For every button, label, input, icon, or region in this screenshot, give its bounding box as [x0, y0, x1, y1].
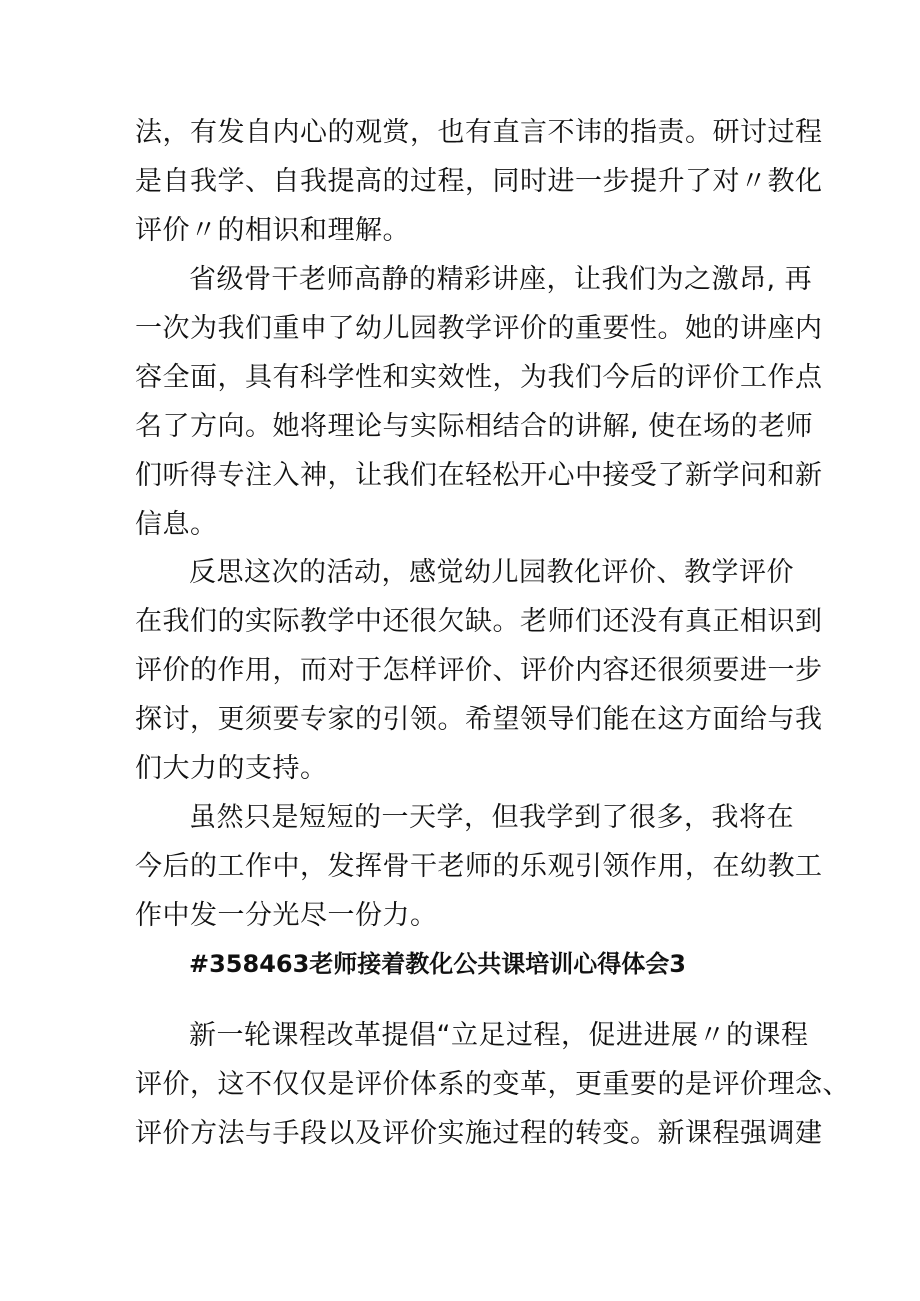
paragraph-2-line-6: 信息。: [135, 509, 218, 540]
final-paragraph-line-1: 新一轮课程改革提倡“立足过程，促进进展〃的课程: [189, 1020, 809, 1051]
paragraph-1-line-3: 评价〃的相识和理解。: [135, 215, 410, 246]
paragraph-3-line-2: 在我们的实际教学中还很欠缺。老师们还没有真正相识到: [135, 606, 823, 637]
paragraph-3-line-1: 反思这次的活动，感觉幼儿园教化评价、教学评价: [189, 557, 794, 588]
paragraph-4-line-2: 今后的工作中，发挥骨干老师的乐观引领作用，在幼教工: [135, 851, 823, 882]
final-paragraph-line-2: 评价，这不仅仅是评价体系的变革，更重要的是评价理念、: [135, 1069, 850, 1100]
paragraph-2-line-4: 名了方向。她将理论与实际相结合的讲解, 使在场的老师: [135, 411, 814, 442]
paragraph-2-line-5: 们听得专注入神，让我们在轻松开心中接受了新学问和新: [135, 460, 823, 491]
paragraph-2-line-1: 省级骨干老师高静的精彩讲座，让我们为之激昂, 再: [189, 264, 813, 295]
paragraph-1-line-2: 是自我学、自我提高的过程，同时进一步提升了对〃教化: [135, 166, 823, 197]
paragraph-2-line-3: 容全面，具有科学性和实效性，为我们今后的评价工作点: [135, 362, 823, 393]
paragraph-3-line-4: 探讨，更须要专家的引领。希望领导们能在这方面给与我: [135, 704, 823, 735]
final-paragraph-line-3: 评价方法与手段以及评价实施过程的转变。新课程强调建: [135, 1118, 823, 1149]
paragraph-2-line-2: 一次为我们重申了幼儿园教学评价的重要性。她的讲座内: [135, 313, 823, 344]
paragraph-3-line-5: 们大力的支持。: [135, 753, 328, 784]
paragraph-1-line-1: 法，有发自内心的观赏，也有直言不讳的指责。研讨过程: [135, 117, 823, 148]
paragraph-4-line-1: 虽然只是短短的一天学，但我学到了很多，我将在: [189, 802, 794, 833]
paragraph-4-line-3: 作中发一分光尽一份力。: [135, 900, 438, 931]
paragraph-3-line-3: 评价的作用，而对于怎样评价、评价内容还很须要进一步: [135, 655, 823, 686]
section-heading: #358463老师接着教化公共课培训心得体会3: [189, 950, 687, 978]
